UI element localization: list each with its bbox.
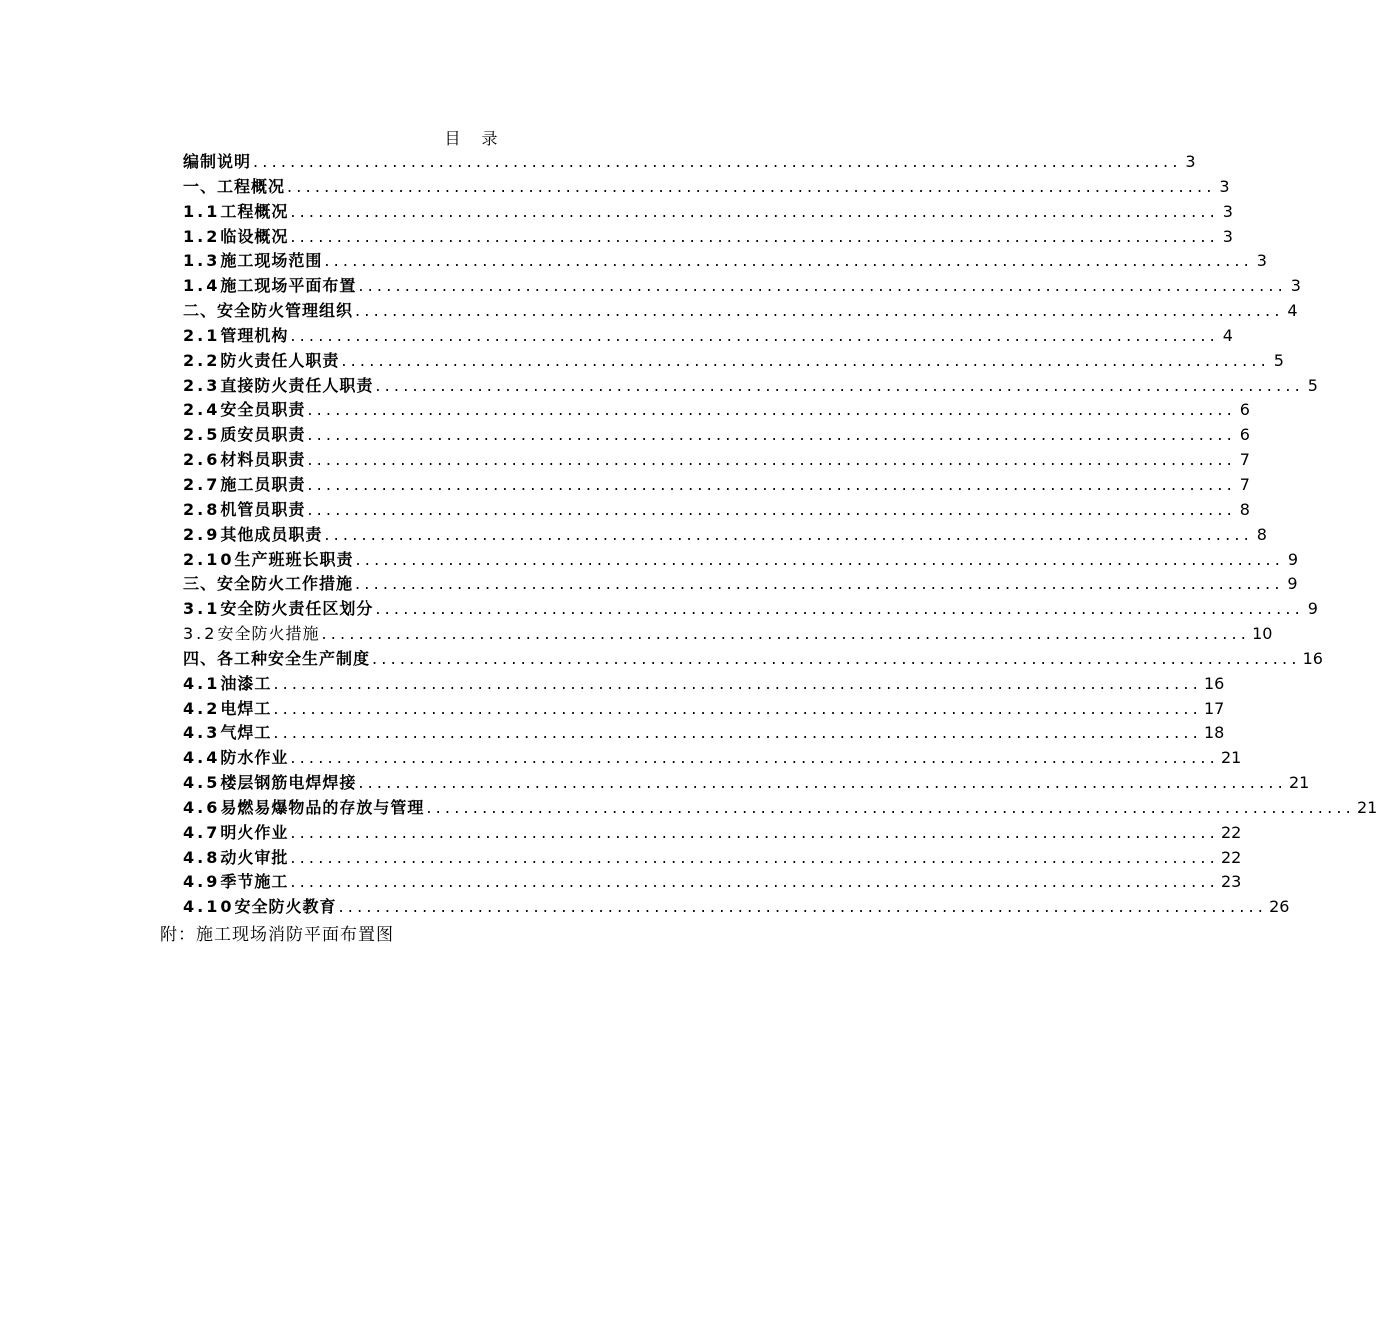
toc-entry[interactable]	[183, 175, 1230, 200]
toc-entry[interactable]	[183, 796, 1377, 821]
toc-entry[interactable]	[183, 523, 1267, 548]
toc-leader-dots: ....................................................................................................	[307, 400, 1236, 420]
toc-entry-label: 机管员职责	[220, 499, 306, 519]
toc-entry-page: 4	[1287, 301, 1298, 321]
toc-entry-label: 一、工程概况	[183, 176, 286, 196]
toc-entry-number: 4.3	[183, 723, 221, 743]
toc-leader-dots: ....................................................................................................	[307, 474, 1236, 494]
toc-entry-number: 2.5	[183, 425, 221, 445]
toc-entry-page: 3	[1222, 226, 1233, 246]
toc-entry[interactable]	[183, 697, 1225, 722]
toc-entry-number: 4.9	[183, 872, 221, 892]
toc-entry[interactable]	[183, 423, 1250, 448]
toc-entry-page: 3	[1222, 201, 1233, 221]
toc-entry-page: 5	[1273, 350, 1284, 370]
toc-leader-dots: ....................................................................................................	[307, 450, 1236, 470]
toc-entry-label: 三、安全防火工作措施	[183, 574, 354, 594]
toc-entry-number: 2.9	[183, 524, 221, 544]
toc-entry-number: 3.1	[183, 599, 221, 619]
toc-entry[interactable]	[183, 572, 1298, 597]
toc-title: 目 录	[444, 129, 506, 148]
toc-leader-dots: ....................................................................................................	[358, 276, 1287, 296]
toc-entry-number: 4.6	[183, 797, 221, 817]
toc-entry-number: 2.8	[183, 499, 221, 519]
toc-entry-label: 临设概况	[220, 226, 289, 246]
toc-entry-label: 安全员职责	[220, 400, 306, 420]
toc-entry-number: 2.1	[183, 325, 221, 345]
toc-entry-number: 2.7	[183, 474, 221, 494]
toc-entry-page: 10	[1252, 624, 1273, 644]
toc-entry-page: 6	[1239, 425, 1250, 445]
toc-leader-dots: ....................................................................................................	[290, 847, 1219, 867]
toc-leader-dots: ....................................................................................................	[290, 226, 1219, 246]
toc-entry-label: 材料员职责	[220, 450, 306, 470]
toc-entry-label: 动火审批	[220, 847, 289, 867]
toc-entry-label: 油漆工	[220, 673, 272, 693]
toc-leader-dots: ....................................................................................................	[338, 897, 1268, 917]
toc-entry-number: 2.4	[183, 400, 221, 420]
toc-entry-page: 9	[1287, 574, 1298, 594]
toc-entry-page: 26	[1269, 897, 1290, 917]
toc-entry-number: 1.1	[183, 201, 221, 221]
toc-entry[interactable]	[183, 225, 1233, 250]
toc-leader-dots: ....................................................................................................	[287, 176, 1216, 196]
toc-entry[interactable]	[183, 374, 1318, 399]
toc-entry-page: 21	[1220, 748, 1242, 768]
toc-entry-number: 4.1	[183, 673, 221, 693]
toc-entry-page: 21	[1288, 773, 1310, 793]
toc-entry-label: 安全防火措施	[217, 624, 320, 644]
toc-entry-label: 季节施工	[220, 872, 289, 892]
toc-leader-dots: ....................................................................................................	[324, 524, 1253, 544]
toc-leader-dots: ....................................................................................................	[372, 648, 1301, 668]
toc-leader-dots: ....................................................................................................	[355, 574, 1284, 594]
toc-leader-dots: ....................................................................................................	[324, 251, 1253, 271]
toc-leader-dots: ....................................................................................................	[290, 748, 1219, 768]
toc-entry[interactable]	[183, 870, 1242, 895]
toc-entry-label: 其他成员职责	[220, 524, 323, 544]
toc-entry-label: 防火责任人职责	[220, 350, 340, 370]
toc-entry-label: 防水作业	[220, 748, 289, 768]
toc-entry-page: 23	[1220, 872, 1242, 892]
toc-entry-page: 3	[1256, 251, 1267, 271]
toc-entry-label: 施工现场平面布置	[220, 276, 357, 296]
toc-entry-page: 3	[1185, 152, 1196, 171]
toc-leader-dots: ....................................................................................................	[341, 350, 1270, 370]
table-of-contents	[183, 150, 1377, 920]
toc-entry-page: 22	[1220, 847, 1242, 867]
toc-entry-page: 3	[1219, 176, 1230, 196]
toc-entry-label: 直接防火责任人职责	[220, 375, 374, 395]
toc-entry-number: 3.2	[183, 624, 218, 644]
toc-entry-label: 管理机构	[220, 325, 289, 345]
toc-entry-number: 4.10	[183, 897, 235, 917]
toc-leader-dots: ....................................................................................................	[321, 624, 1251, 644]
toc-entry[interactable]	[183, 548, 1299, 573]
toc-entry[interactable]	[183, 324, 1233, 349]
toc-entry-label: 安全防火责任区划分	[220, 599, 374, 619]
toc-entry[interactable]	[183, 672, 1225, 697]
toc-entry-label: 易燃易爆物品的存放与管理	[220, 797, 425, 817]
toc-entry-page: 16	[1203, 673, 1225, 693]
toc-entry[interactable]	[183, 647, 1323, 672]
toc-entry[interactable]	[183, 895, 1290, 920]
toc-entry-page: 17	[1203, 698, 1225, 718]
toc-entry-number: 4.7	[183, 822, 221, 842]
toc-leader-dots: ....................................................................................................	[426, 797, 1355, 817]
toc-leader-dots: ....................................................................................................	[307, 499, 1236, 519]
toc-leader-dots: ....................................................................................................	[273, 698, 1202, 718]
toc-entry-page: 22	[1220, 822, 1242, 842]
toc-entry-number: 1.4	[183, 276, 221, 296]
toc-entry-page: 21	[1356, 797, 1377, 817]
toc-leader-dots: ....................................................................................................	[307, 425, 1236, 445]
toc-entry-page: 9	[1307, 599, 1318, 619]
toc-entry-page: 8	[1256, 524, 1267, 544]
toc-entry[interactable]	[183, 398, 1250, 423]
toc-entry[interactable]	[183, 622, 1273, 647]
toc-entry-label: 质安员职责	[220, 425, 306, 445]
toc-leader-dots: ....................................................................................................	[355, 549, 1285, 569]
appendix-note: 附：施工现场消防平面布置图	[160, 925, 394, 945]
toc-entry-number: 2.6	[183, 450, 221, 470]
toc-entry[interactable]	[183, 349, 1284, 374]
toc-entry-number: 4.2	[183, 698, 221, 718]
toc-entry-number: 1.3	[183, 251, 221, 271]
toc-leader-dots: ....................................................................................................	[273, 723, 1202, 743]
toc-entry[interactable]	[183, 846, 1242, 871]
toc-entry-label: 电焊工	[220, 698, 272, 718]
toc-leader-dots: ....................................................................................................	[375, 375, 1304, 395]
toc-entry-number: 2.2	[183, 350, 221, 370]
toc-entry-number: 4.8	[183, 847, 221, 867]
toc-entry-page: 7	[1239, 450, 1250, 470]
toc-entry-label: 施工现场范围	[220, 251, 323, 271]
toc-entry[interactable]	[183, 821, 1242, 846]
toc-entry-number: 4.5	[183, 773, 221, 793]
toc-entry-label: 二、安全防火管理组织	[183, 301, 354, 321]
toc-entry[interactable]	[183, 721, 1225, 746]
toc-entry-page: 5	[1307, 375, 1318, 395]
toc-entry[interactable]	[183, 448, 1250, 473]
toc-entry-number: 2.3	[183, 375, 221, 395]
toc-entry-page: 16	[1302, 648, 1323, 668]
toc-entry[interactable]	[183, 200, 1233, 225]
toc-leader-dots: ....................................................................................................	[290, 822, 1219, 842]
toc-leader-dots: ....................................................................................................	[290, 325, 1219, 345]
toc-entry-label: 楼层钢筋电焊焊接	[220, 773, 357, 793]
toc-entry[interactable]	[183, 150, 1196, 175]
toc-entry-label: 工程概况	[220, 201, 289, 221]
toc-entry-page: 3	[1290, 276, 1301, 296]
toc-entry[interactable]	[183, 473, 1250, 498]
toc-entry-label: 施工员职责	[220, 474, 306, 494]
toc-entry-page: 4	[1222, 325, 1233, 345]
toc-entry-label: 生产班班长职责	[234, 549, 354, 569]
toc-entry-number: 4.4	[183, 748, 221, 768]
toc-entry-number: 2.10	[183, 549, 235, 569]
toc-entry-label: 安全防火教育	[234, 897, 337, 917]
toc-entry[interactable]	[183, 498, 1250, 523]
toc-entry-page: 8	[1239, 499, 1250, 519]
toc-entry[interactable]	[183, 249, 1267, 274]
toc-leader-dots: ....................................................................................................	[290, 201, 1219, 221]
toc-entry[interactable]	[183, 299, 1298, 324]
toc-leader-dots: ....................................................................................................	[375, 599, 1304, 619]
toc-entry-label: 四、各工种安全生产制度	[183, 648, 371, 668]
toc-leader-dots: ....................................................................................................	[355, 301, 1284, 321]
toc-leader-dots: ....................................................................................................	[358, 773, 1287, 793]
toc-leader-dots: ....................................................................................................	[253, 152, 1182, 171]
toc-entry-page: 18	[1203, 723, 1225, 743]
toc-entry[interactable]	[183, 771, 1310, 796]
toc-entry-page: 6	[1239, 400, 1250, 420]
toc-entry-label: 编制说明	[183, 152, 252, 171]
toc-entry[interactable]	[183, 597, 1318, 622]
toc-leader-dots: ....................................................................................................	[290, 872, 1219, 892]
toc-entry-page: 9	[1287, 549, 1299, 569]
toc-leader-dots: ....................................................................................................	[273, 673, 1202, 693]
toc-entry-label: 气焊工	[220, 723, 272, 743]
toc-entry-label: 明火作业	[220, 822, 289, 842]
toc-entry-number: 1.2	[183, 226, 221, 246]
toc-entry[interactable]	[183, 274, 1301, 299]
toc-entry[interactable]	[183, 746, 1242, 771]
toc-entry-page: 7	[1239, 474, 1250, 494]
